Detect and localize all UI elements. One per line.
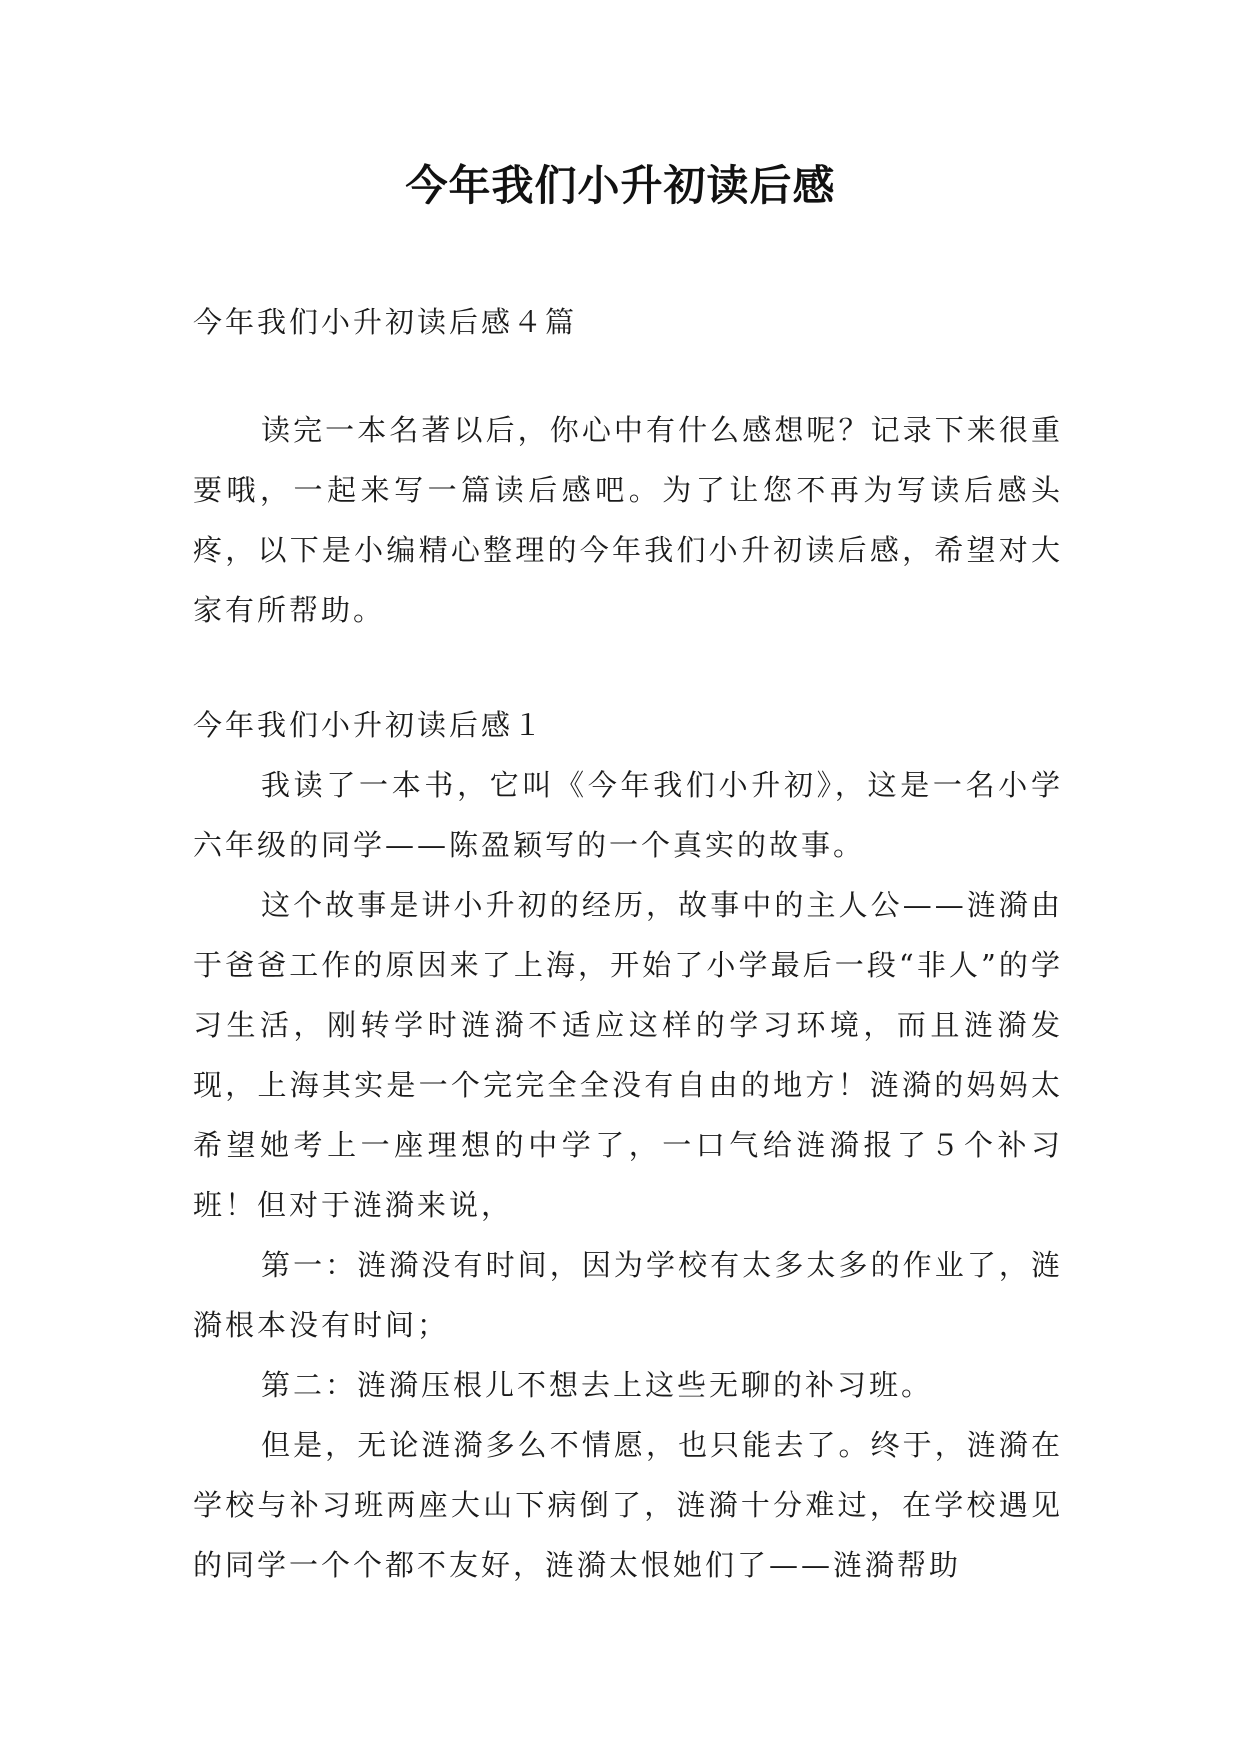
paragraph-1: 我读了一本书，它叫《今年我们小升初》，这是一名小学六年级的同学——陈盈颖写的一个真实的故事。 <box>193 768 1063 862</box>
paragraph-3: 第一：涟漪没有时间，因为学校有太多太多的作业了，涟漪根本没有时间； <box>193 1248 1063 1342</box>
section-heading: 今年我们小升初读后感１ <box>193 708 546 742</box>
intro-block <box>193 400 1063 640</box>
paragraph-5: 但是，无论涟漪多么不情愿，也只能去了。终于，涟漪在学校与补习班两座大山下病倒了，涟漪十分难过，在学校遇见的同学一个个都不友好，涟漪太恨她们了——涟漪帮助 <box>193 1428 1063 1582</box>
document-title: 今年我们小升初读后感 <box>405 161 836 210</box>
document-subtitle: 今年我们小升初读后感４篇 <box>193 305 578 339</box>
intro-paragraph: 读完一本名著以后，你心中有什么感想呢？记录下来很重要哦，一起来写一篇读后感吧。为了让您不再为写读后感头疼，以下是小编精心整理的今年我们小升初读后感，希望对大家有所帮助。 <box>193 413 1063 627</box>
paragraph-2: 这个故事是讲小升初的经历，故事中的主人公——涟漪由于爸爸工作的原因来了上海，开始了小学最后一段“非人”的学习生活，刚转学时涟漪不适应这样的学习环境，而且涟漪发现，上海其实是一个完完全全没有自由的地方！涟漪的妈妈太希望她考上一座理想的中学了，一口气给涟漪报了５个补习班！但对于涟漪来说， <box>193 888 1063 1222</box>
paragraph-4: 第二：涟漪压根儿不想去上这些无聊的补习班。 <box>261 1368 934 1402</box>
section-1 <box>193 695 1063 1595</box>
